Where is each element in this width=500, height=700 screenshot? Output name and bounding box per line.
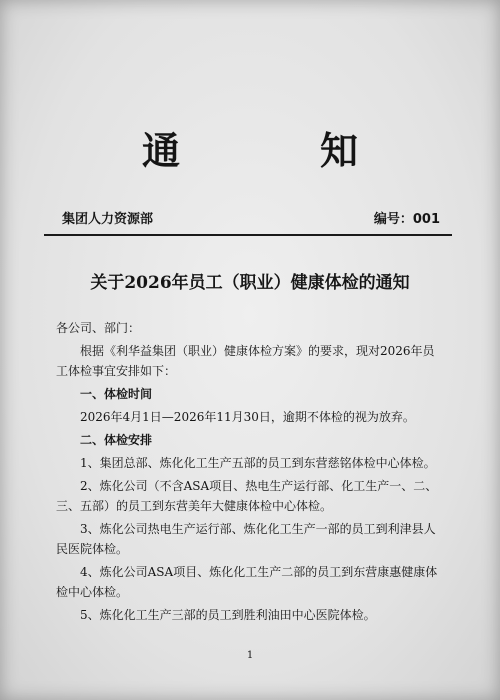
section-heading-arrangement: 二、体检安排 xyxy=(80,433,153,447)
salutation: 各公司、部门： xyxy=(56,321,141,335)
section-heading-time: 一、体检时间 xyxy=(80,387,153,401)
notice-title: 关于2026年员工（职业）健康体检的通知 xyxy=(90,273,410,293)
intro-paragraph: 根据《利华益集团（职业）健康体检方案》的要求，现对2026年员工体检事宜安排如下： xyxy=(56,344,435,378)
notice-body xyxy=(56,318,446,628)
document-title: 通知 xyxy=(141,128,498,173)
arrangement-item: 2、炼化公司（不含ASA项目、热电生产运行部、化工生产一、二、三、五部）的员工到东营美年大健康体检中心体检。 xyxy=(56,479,438,513)
arrangement-item: 3、炼化公司热电生产运行部、炼化化工生产一部的员工到利津县人民医院体检。 xyxy=(56,522,436,556)
page-number: 1 xyxy=(246,650,254,661)
document-number: 编号：001 xyxy=(373,212,440,227)
arrangement-item: 4、炼化公司ASA项目、炼化化工生产二部的员工到东营康惠健康体检中心体检。 xyxy=(56,565,438,599)
arrangement-item: 1、集团总部、炼化化工生产五部的员工到东营慈铭体检中心体检。 xyxy=(80,456,436,470)
arrangement-item: 5、炼化化工生产三部的员工到胜利油田中心医院体检。 xyxy=(80,608,376,622)
issuing-department: 集团人力资源部 xyxy=(62,212,154,227)
section-time-text: 2026年4月1日—2026年11月30日，逾期不体检的视为放弃。 xyxy=(80,410,415,424)
header-divider xyxy=(44,234,452,236)
